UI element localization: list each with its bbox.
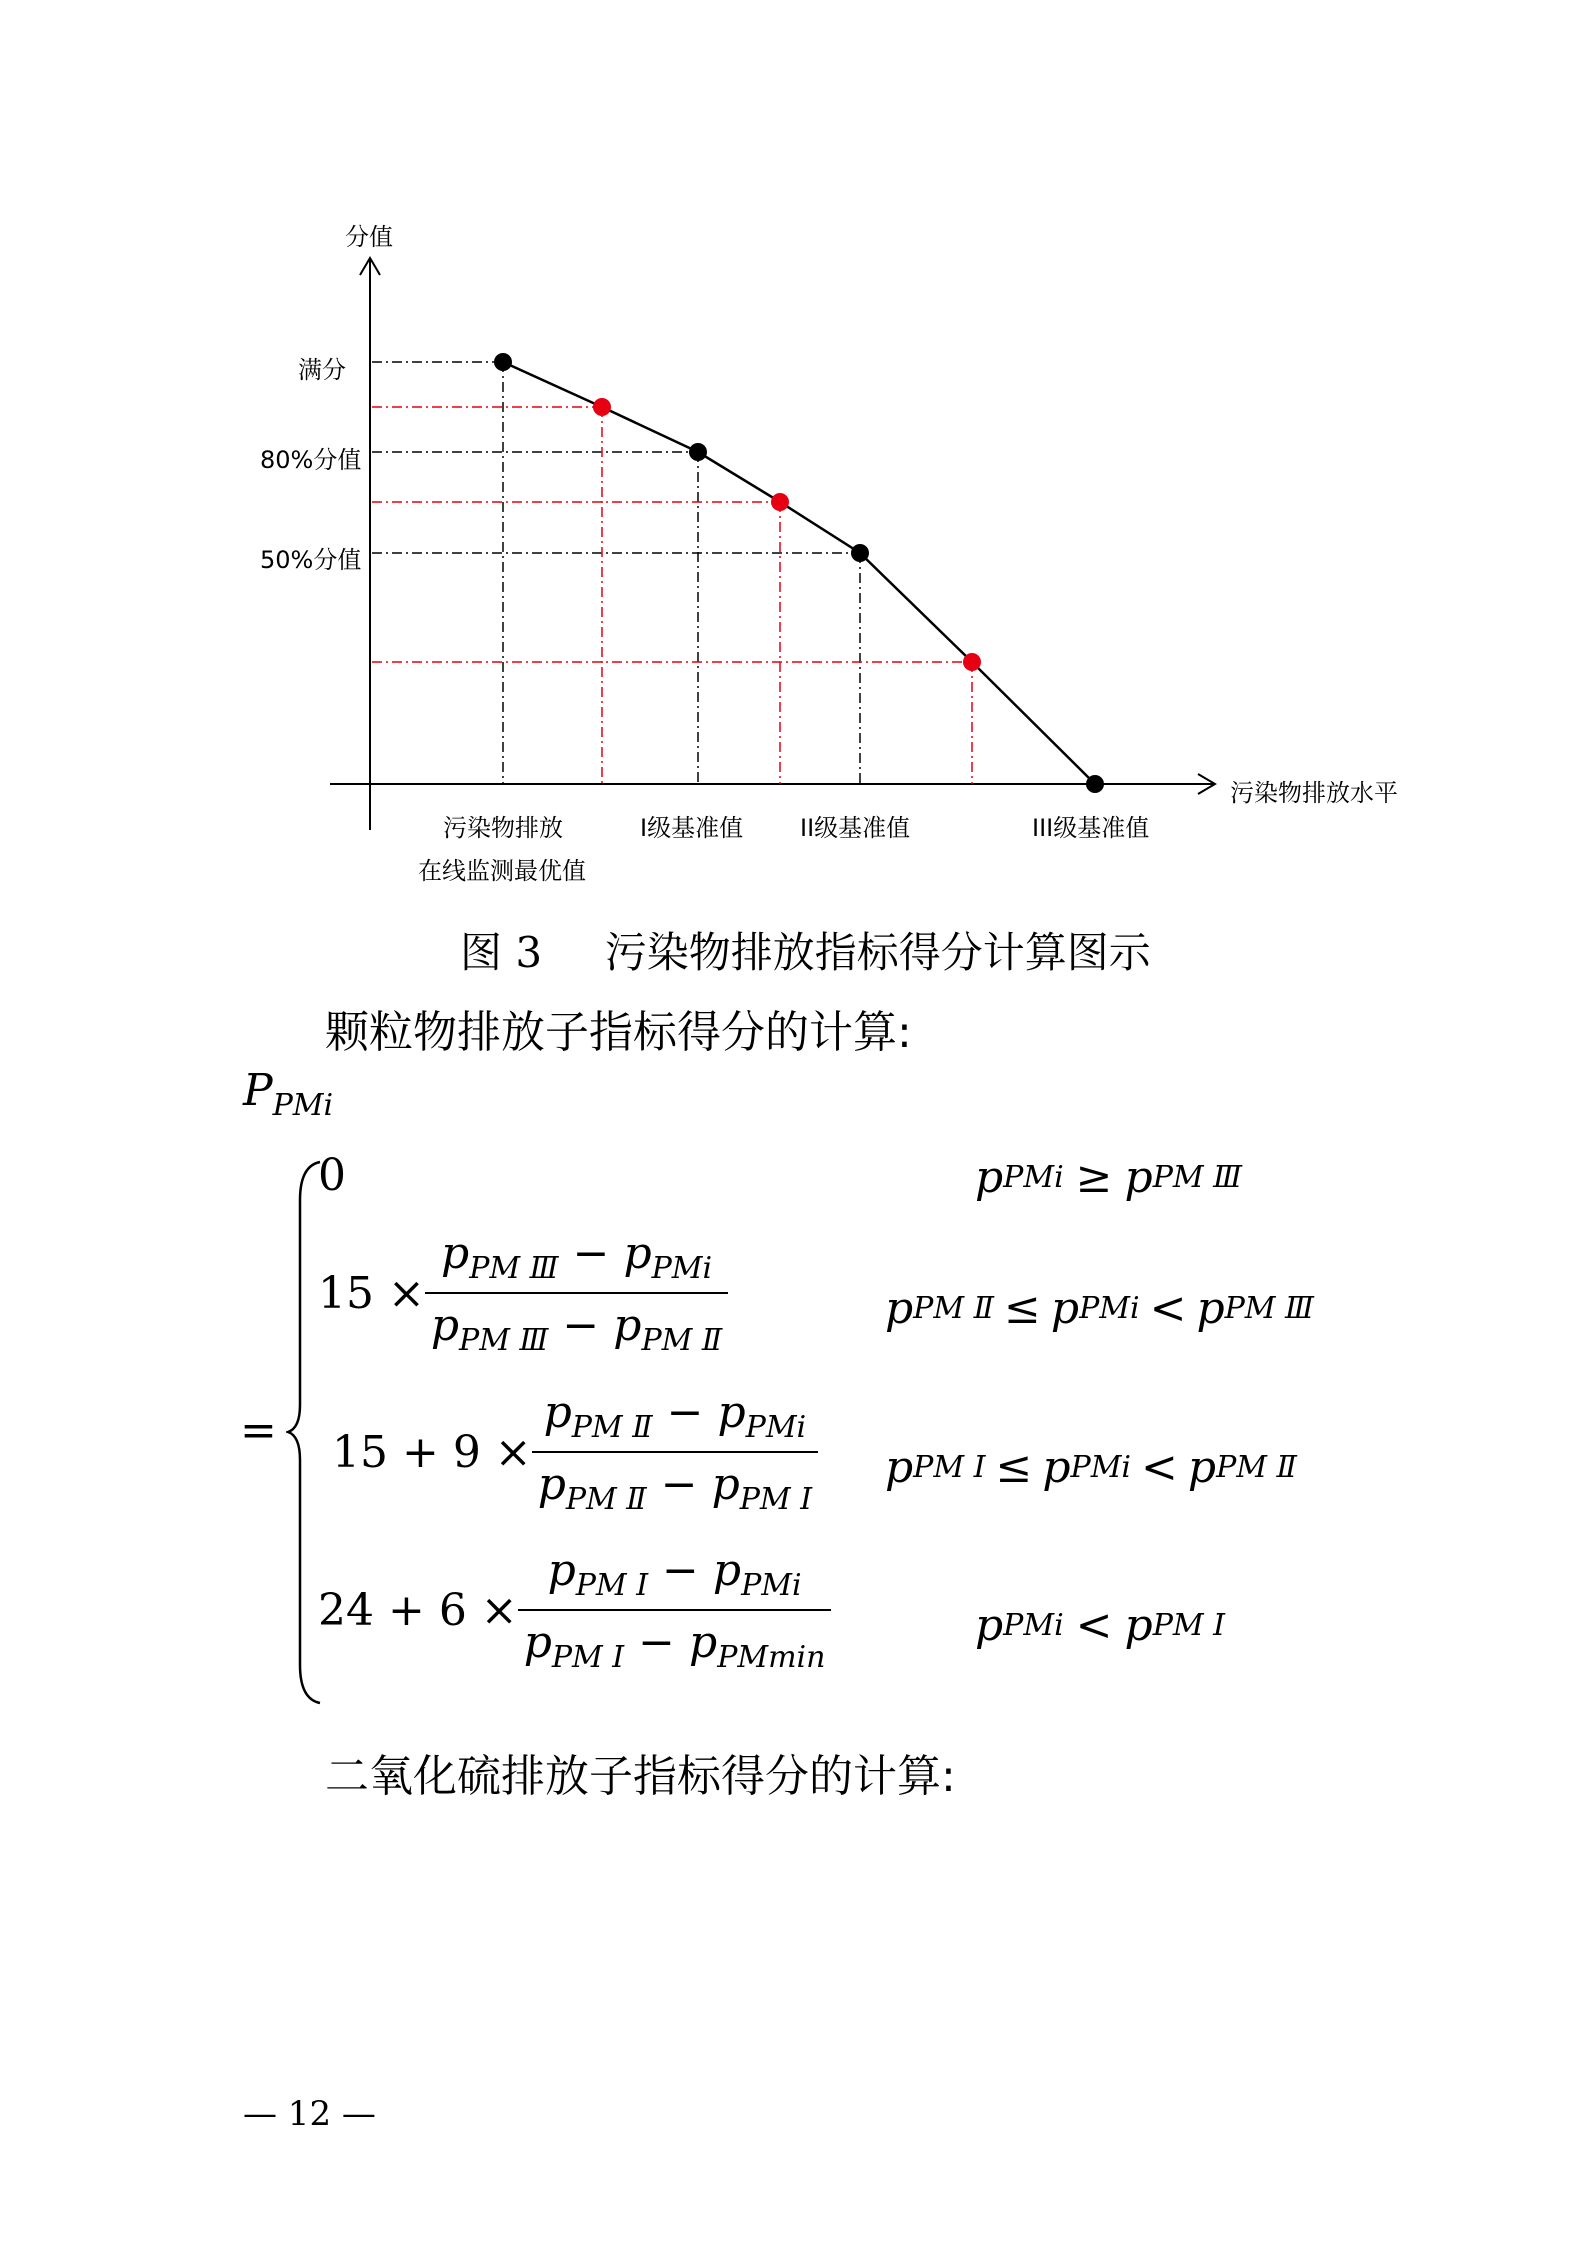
point-level-3 (1086, 775, 1104, 793)
page-number: — 12 — (243, 2094, 376, 2134)
y-tick-80: 80%分值 (260, 446, 362, 474)
x-tick-optimal-line1: 污染物排放 (443, 814, 563, 842)
score-diagram (0, 0, 1587, 900)
point-optimal (494, 353, 512, 371)
case1-condition: p PMi ≥ p PM Ⅲ (975, 1152, 1243, 1203)
case4-expression: 24 + 6 × $\frac{p_{PM Ⅰ} - p_{PMi}}{p_{PM Ⅰ} - p_{PMmin}}$ (318, 1545, 831, 1675)
caption-text: 污染物排放指标得分计算图示 (604, 928, 1151, 977)
case3-fraction: $\frac{p_{PM Ⅱ} - p_{PMi}}{p_{PM Ⅱ} - p_{PM Ⅰ}}$ (532, 1387, 818, 1517)
red-guides (372, 407, 972, 784)
point-red-3 (963, 653, 981, 671)
figure-caption (460, 920, 1151, 980)
point-level-2 (851, 544, 869, 562)
case2-expression: 15 × $\frac{p_{PM Ⅲ} - p_{PMi}}{p_{PM Ⅲ} - p_{PM Ⅱ}}$ (318, 1228, 728, 1358)
case3-expression: 15 + 9 × $\frac{p_{PM Ⅱ} - p_{PMi}}{p_{PM Ⅱ} - p_{PM Ⅰ}}$ (332, 1387, 818, 1517)
pm-heading: 颗粒物排放子指标得分的计算: (325, 1007, 912, 1058)
y-axis-label: 分值 (345, 223, 393, 251)
y-tick-50: 50%分值 (260, 546, 362, 574)
score-curve (503, 362, 1095, 784)
formula-equals: = (240, 1405, 277, 1456)
case2-fraction: $\frac{p_{PM Ⅲ} - p_{PMi}}{p_{PM Ⅲ} - p_{PM Ⅱ}}$ (425, 1228, 728, 1358)
caption-number: 图 3 (460, 928, 543, 977)
x-tick-optimal-line2: 在线监测最优值 (418, 857, 586, 885)
x-tick-level-3: III级基准值 (1032, 814, 1150, 842)
x-axis-label: 污染物排放水平 (1230, 779, 1398, 807)
case4-fraction: $\frac{p_{PM Ⅰ} - p_{PMi}}{p_{PM Ⅰ} - p_{PMmin}}$ (518, 1545, 832, 1675)
x-tick-level-1: I级基准值 (640, 814, 744, 842)
point-red-2 (771, 493, 789, 511)
so2-heading: 二氧化硫排放子指标得分的计算: (325, 1751, 956, 1802)
y-tick-full: 满分 (298, 356, 346, 384)
black-guides (372, 362, 860, 784)
case1-value: 0 (318, 1150, 346, 1201)
case2-condition: p PM Ⅱ ≤ p PMi < p PM Ⅲ (885, 1283, 1314, 1334)
formula-lhs: $P_{PMi}$ (243, 1065, 334, 1123)
x-tick-level-2: II级基准值 (800, 814, 911, 842)
point-level-1 (689, 443, 707, 461)
case4-condition: p PMi < p PM Ⅰ (975, 1600, 1226, 1651)
point-red-1 (593, 398, 611, 416)
case3-condition: p PM Ⅰ ≤ p PMi < p PM Ⅱ (885, 1442, 1297, 1493)
